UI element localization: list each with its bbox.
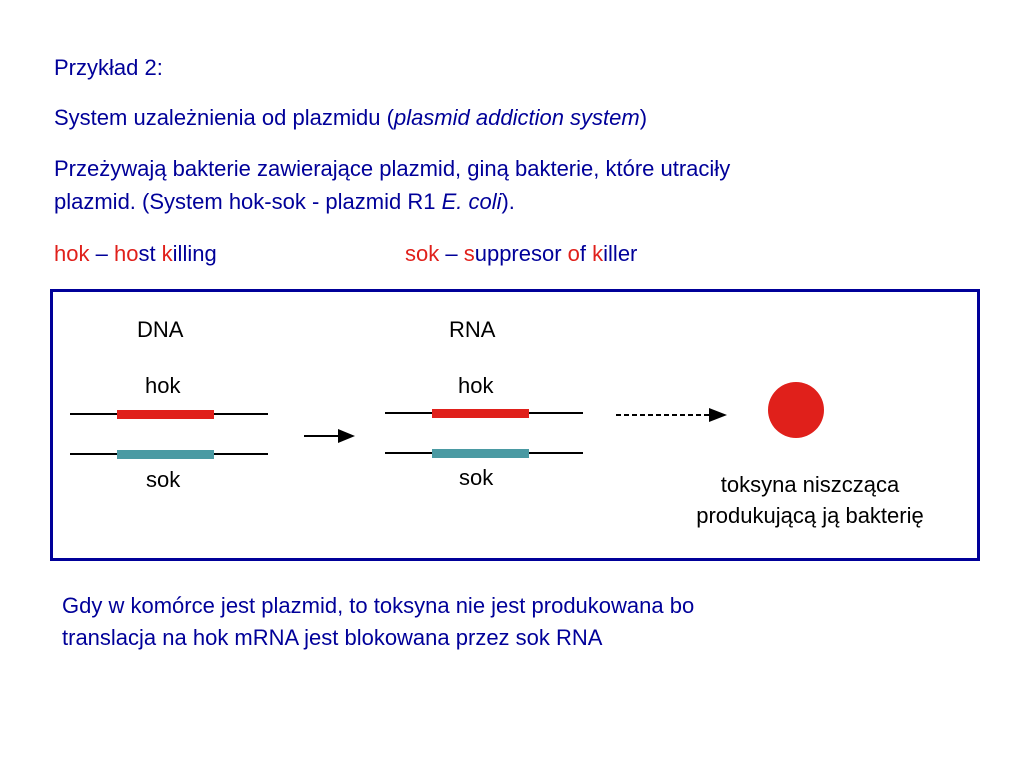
heading (54, 103, 647, 133)
heading-italic: plasmid addiction system (393, 105, 640, 130)
heading-text: System uzależnienia od plazmidu ( (54, 105, 394, 130)
rna-hok-gene (432, 409, 529, 418)
sok-definition: sok – suppresor of killer (405, 241, 638, 266)
species-name: E. coli (441, 189, 502, 214)
rna-hok-label: hok (458, 373, 494, 398)
rna-sok-gene (432, 449, 529, 458)
transcription-arrow-icon (300, 425, 360, 447)
toxin-caption-line-2: produkującą ją bakterię (696, 503, 924, 528)
dna-sok-label: sok (146, 467, 181, 492)
dna-label: DNA (137, 317, 184, 342)
rna-sok-label: sok (459, 465, 494, 490)
toxin-circle-icon (764, 378, 828, 442)
description-line-2: plazmid. (System hok-sok - plazmid R1 E. coli). (54, 189, 515, 214)
hok-definition: hok – host killing (54, 241, 217, 266)
footer-line-1: Gdy w komórce jest plazmid, to toksyna nie jest produkowana bo (62, 593, 695, 618)
dna-hok-gene (117, 410, 214, 419)
toxin-caption (650, 469, 970, 531)
rna-label: RNA (449, 317, 496, 342)
description-line-1: Przeżywają bakterie zawierające plazmid, giną bakterie, które utraciły (54, 156, 731, 181)
dna-sok-gene (117, 450, 214, 459)
slide-title: Przykład 2: (54, 55, 163, 80)
toxin-caption-line-1: toksyna niszcząca (720, 472, 900, 497)
dna-hok-label: hok (145, 373, 181, 398)
translation-arrow-icon (613, 404, 733, 426)
footer-line-2: translacja na hok mRNA jest blokowana przez sok RNA (62, 625, 603, 650)
heading-close: ) (639, 105, 648, 130)
